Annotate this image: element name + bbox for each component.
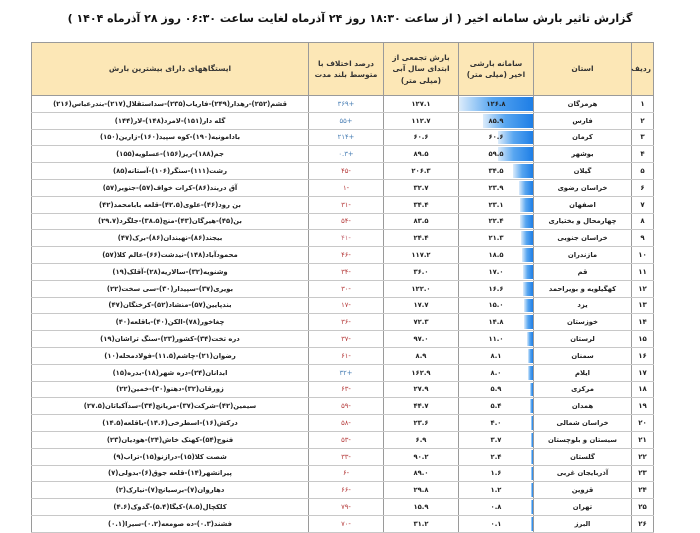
recent-rainfall-value: ۱۵.۰	[488, 301, 504, 310]
top-stations-list: فشند(۰.۳)-ده صومعه(۰.۲)-سیرا(۰.۱)	[32, 515, 309, 532]
percent-difference-value: -۳۰	[309, 280, 384, 297]
data-bar	[519, 181, 533, 195]
table-row	[32, 398, 654, 415]
data-bar	[531, 483, 533, 497]
cumulative-rainfall-value: ۷۲.۳	[384, 314, 459, 331]
cumulative-rainfall-value: ۳۴.۴	[384, 196, 459, 213]
recent-rainfall-cell	[459, 96, 534, 113]
percent-difference-value: -۶۱	[309, 347, 384, 364]
province-name: گیلان	[534, 163, 632, 180]
top-stations-list: درکش(۱۶)-اسطرخی(۱۴.۶)-باقلعه(۱۴.۵)	[32, 415, 309, 432]
recent-rainfall-cell	[459, 398, 534, 415]
recent-rainfall-value: ۱۱.۰	[488, 335, 504, 344]
recent-rainfall-value: ۲۱.۳	[488, 234, 504, 243]
cumulative-rainfall-value: ۱۲۷.۱	[384, 96, 459, 113]
province-name: بوشهر	[534, 146, 632, 163]
header-recent-rainfall: سامانه بارشی اخیر (میلی متر)	[459, 43, 534, 96]
cumulative-rainfall-value: ۱۱۷.۲	[384, 247, 459, 264]
table-row	[32, 247, 654, 264]
table-row	[32, 163, 654, 180]
percent-difference-value: -۳۴	[309, 263, 384, 280]
recent-rainfall-value: ۲۳.۹	[488, 183, 504, 192]
top-stations-list: بیجند(۸۶)-نهبندان(۸۶)-برک(۴۷)	[32, 230, 309, 247]
province-name: کرمان	[534, 129, 632, 146]
percent-difference-value: -۷۰	[309, 515, 384, 532]
recent-rainfall-value: ۲۳.۱	[488, 200, 504, 209]
row-number: ۲۶	[632, 515, 654, 532]
recent-rainfall-cell	[459, 381, 534, 398]
data-bar	[530, 399, 533, 413]
top-stations-list: بویری(۳۷)-سپیدار(۳۰)-سی سخت(۲۲)	[32, 280, 309, 297]
recent-rainfall-cell	[459, 129, 534, 146]
table-row	[32, 146, 654, 163]
data-bar	[520, 215, 533, 229]
province-name: البرز	[534, 515, 632, 532]
top-stations-list: فنوج(۵۴)-کهنک خاش(۲۴)-هودیان(۲۳)	[32, 431, 309, 448]
recent-rainfall-value: ۱۶.۶	[488, 284, 504, 293]
row-number: ۱۱	[632, 263, 654, 280]
table-row	[32, 381, 654, 398]
top-stations-list: کلکچال(۸.۵)-کیگا(۵.۴)-گدوک(۴.۶)	[32, 499, 309, 516]
recent-rainfall-cell	[459, 364, 534, 381]
recent-rainfall-cell	[459, 465, 534, 482]
top-stations-list: پیرانشهر(۱۴)-قلعه جوق(۶)-بدولی(۷)	[32, 465, 309, 482]
recent-rainfall-value: ۳۴.۵	[488, 167, 504, 176]
cumulative-rainfall-value: ۶۰.۶	[384, 129, 459, 146]
data-bar	[521, 231, 533, 245]
data-bar	[531, 450, 533, 464]
province-name: مازندران	[534, 247, 632, 264]
row-number: ۱۳	[632, 297, 654, 314]
percent-difference-value: +۲۱۴	[309, 129, 384, 146]
recent-rainfall-cell	[459, 230, 534, 247]
province-name: آذربایجان غربی	[534, 465, 632, 482]
province-name: سمنان	[534, 347, 632, 364]
recent-rainfall-cell	[459, 297, 534, 314]
table-row	[32, 196, 654, 213]
percent-difference-value: -۴۱	[309, 230, 384, 247]
recent-rainfall-value: ۸۵.۹	[488, 116, 504, 125]
province-name: خراسان شمالی	[534, 415, 632, 432]
recent-rainfall-cell	[459, 146, 534, 163]
data-bar	[523, 282, 533, 296]
province-name: یزد	[534, 297, 632, 314]
data-bar	[531, 416, 533, 430]
table-header-row	[32, 43, 654, 96]
province-name: گلستان	[534, 448, 632, 465]
percent-difference-value: -۶۶	[309, 482, 384, 499]
row-number: ۱۲	[632, 280, 654, 297]
province-name: قم	[534, 263, 632, 280]
cumulative-rainfall-value: ۲۴.۴	[384, 230, 459, 247]
recent-rainfall-cell	[459, 331, 534, 348]
report-title: گزارش تاثیر بارش سامانه اخیر ( از ساعت ۱۸:۳۰ روز ۲۴ آذرماه لغایت ساعت ۰۶:۳۰ روز ۲۸ آذرماه ۱۴۰۴ )	[67, 12, 633, 25]
recent-rainfall-value: ۱۲۶.۸	[486, 99, 506, 108]
recent-rainfall-value: ۱.۶	[490, 469, 502, 478]
row-number: ۸	[632, 213, 654, 230]
table-row	[32, 465, 654, 482]
percent-difference-value: -۵۳	[309, 431, 384, 448]
row-number: ۲۲	[632, 448, 654, 465]
row-number: ۱۴	[632, 314, 654, 331]
cumulative-rainfall-value: ۲۷.۹	[384, 381, 459, 398]
row-number: ۹	[632, 230, 654, 247]
recent-rainfall-cell	[459, 179, 534, 196]
data-bar	[531, 467, 533, 481]
data-bar	[528, 349, 533, 363]
province-name: لرستان	[534, 331, 632, 348]
top-stations-list: ابدانان(۲۴)-دره شهر(۱۸)-بدره(۱۵)	[32, 364, 309, 381]
row-number: ۱۶	[632, 347, 654, 364]
recent-rainfall-value: ۶۰.۶	[488, 133, 504, 142]
percent-difference-value: -۱۷	[309, 297, 384, 314]
top-stations-list: آق دربند(۸۶)-کرات خواف(۵۷)-جنوبر(۵۷)	[32, 179, 309, 196]
recent-rainfall-value: ۰.۱	[490, 519, 502, 528]
cumulative-rainfall-value: ۸۳.۵	[384, 213, 459, 230]
row-number: ۱۷	[632, 364, 654, 381]
percent-difference-value: -۶	[309, 465, 384, 482]
table-row	[32, 179, 654, 196]
table-row	[32, 297, 654, 314]
cumulative-rainfall-value: ۱۱۲.۷	[384, 112, 459, 129]
province-name: تهران	[534, 499, 632, 516]
top-stations-list: شصت کلا(۱۵)-درازنو(۱۵)-تراب(۹)	[32, 448, 309, 465]
percent-difference-value: +۵۵	[309, 112, 384, 129]
province-name: خوزستان	[534, 314, 632, 331]
row-number: ۶	[632, 179, 654, 196]
cumulative-rainfall-value: ۱۲۲.۰	[384, 280, 459, 297]
table-body	[32, 96, 654, 533]
row-number: ۴	[632, 146, 654, 163]
row-number: ۵	[632, 163, 654, 180]
percent-difference-value: +۳۲	[309, 364, 384, 381]
province-name: فارس	[534, 112, 632, 129]
recent-rainfall-value: ۵.۴	[490, 402, 502, 411]
top-stations-list: سیمین(۴۲)-شرکت(۳۷)-مریانج(۳۴)-سدآکباتان(۲۷.۵)	[32, 398, 309, 415]
province-name: ایلام	[534, 364, 632, 381]
recent-rainfall-value: ۲.۴	[490, 452, 502, 461]
cumulative-rainfall-value: ۲۰۶.۳	[384, 163, 459, 180]
cumulative-rainfall-value: ۸.۹	[384, 347, 459, 364]
table-row	[32, 448, 654, 465]
percent-difference-value: -۳۳	[309, 448, 384, 465]
recent-rainfall-value: ۲۲.۴	[488, 217, 504, 226]
row-number: ۱۸	[632, 381, 654, 398]
recent-rainfall-cell	[459, 499, 534, 516]
recent-rainfall-value: ۳.۷	[490, 435, 502, 444]
percent-difference-value: -۳۷	[309, 331, 384, 348]
province-name: اصفهان	[534, 196, 632, 213]
row-number: ۲	[632, 112, 654, 129]
top-stations-list: بندپایین(۵۷)-منشاد(۵۲)-کرخنگان(۴۷)	[32, 297, 309, 314]
cumulative-rainfall-value: ۸۹.۰	[384, 465, 459, 482]
top-stations-list: جم(۱۸۸)-ریز(۱۵۶)-عسلویه(۱۵۵)	[32, 146, 309, 163]
header-percent-difference: درصد اختلاف با متوسط بلند مدت	[309, 43, 384, 96]
cumulative-rainfall-value: ۱۶۲.۹	[384, 364, 459, 381]
table-row	[32, 129, 654, 146]
table-row	[32, 263, 654, 280]
table-row	[32, 112, 654, 129]
recent-rainfall-cell	[459, 347, 534, 364]
percent-difference-value: -۵۹	[309, 398, 384, 415]
recent-rainfall-cell	[459, 163, 534, 180]
top-stations-list: بن رود(۴۶)-علوی(۴۲.۵)-قلعه بابامحمد(۴۲)	[32, 196, 309, 213]
percent-difference-value: -۴۵	[309, 163, 384, 180]
data-bar	[520, 198, 533, 212]
recent-rainfall-cell	[459, 448, 534, 465]
header-province: استان	[534, 43, 632, 96]
table-row	[32, 364, 654, 381]
percent-difference-value: -۳۱	[309, 196, 384, 213]
data-bar	[531, 433, 533, 447]
province-name: هرمزگان	[534, 96, 632, 113]
row-number: ۲۰	[632, 415, 654, 432]
cumulative-rainfall-value: ۶.۹	[384, 431, 459, 448]
recent-rainfall-cell	[459, 280, 534, 297]
recent-rainfall-value: ۴.۰	[490, 419, 502, 428]
province-name: سیستان و بلوچستان	[534, 431, 632, 448]
recent-rainfall-cell	[459, 314, 534, 331]
percent-difference-value: +۰.۳	[309, 146, 384, 163]
percent-difference-value: -۶۳	[309, 381, 384, 398]
rainfall-table-container	[31, 42, 653, 533]
percent-difference-value: -۳۶	[309, 314, 384, 331]
province-name: چهارمحال و بختیاری	[534, 213, 632, 230]
table-row	[32, 482, 654, 499]
cumulative-rainfall-value: ۳۱.۲	[384, 515, 459, 532]
row-number: ۱۰	[632, 247, 654, 264]
province-name: همدان	[534, 398, 632, 415]
recent-rainfall-value: ۱۴.۸	[488, 318, 504, 327]
top-stations-list: دره تخت(۳۴)-کشور(۲۳)-سنگ تراشان(۱۹)	[32, 331, 309, 348]
data-bar	[522, 248, 533, 262]
table-row	[32, 415, 654, 432]
percent-difference-value: +۳۶۹	[309, 96, 384, 113]
recent-rainfall-cell	[459, 247, 534, 264]
recent-rainfall-cell	[459, 515, 534, 532]
percent-difference-value: -۵۸	[309, 415, 384, 432]
row-number: ۱۵	[632, 331, 654, 348]
table-row	[32, 331, 654, 348]
row-number: ۱۹	[632, 398, 654, 415]
recent-rainfall-value: ۱.۲	[490, 486, 502, 495]
province-name: مرکزی	[534, 381, 632, 398]
recent-rainfall-cell	[459, 263, 534, 280]
table-row	[32, 431, 654, 448]
recent-rainfall-cell	[459, 112, 534, 129]
top-stations-list: قشم(۲۵۲)-رهدار(۲۴۹)-فاریاب(۲۳۵)-سداستقلال(۲۱۷)-بندرعباس(۲۱۶)	[32, 96, 309, 113]
row-number: ۳	[632, 129, 654, 146]
row-number: ۲۱	[632, 431, 654, 448]
percent-difference-value: -۷۹	[309, 499, 384, 516]
recent-rainfall-cell	[459, 415, 534, 432]
province-name: خراسان جنوبی	[534, 230, 632, 247]
cumulative-rainfall-value: ۲۳.۶	[384, 415, 459, 432]
row-number: ۲۳	[632, 465, 654, 482]
rainfall-table	[31, 42, 654, 533]
cumulative-rainfall-value: ۳۶.۰	[384, 263, 459, 280]
data-bar	[530, 383, 533, 397]
data-bar	[524, 299, 533, 313]
recent-rainfall-value: ۸.۰	[490, 368, 502, 377]
province-name: قزوین	[534, 482, 632, 499]
cumulative-rainfall-value: ۱۵.۹	[384, 499, 459, 516]
cumulative-rainfall-value: ۹۰.۲	[384, 448, 459, 465]
recent-rainfall-cell	[459, 196, 534, 213]
top-stations-list: دهاروان(۷)-برسیانج(۷)-نیارک(۲)	[32, 482, 309, 499]
top-stations-list: بن(۴۵)-هیرگان(۴۳)-منج(۳۸.۵)-جلگرد(۲۹.۷)	[32, 213, 309, 230]
data-bar	[527, 332, 533, 346]
top-stations-list: زورقان(۳۲)-دهنو(۳۰)-خمین(۲۲)	[32, 381, 309, 398]
recent-rainfall-value: ۵.۹	[490, 385, 502, 394]
percent-difference-value: -۴۶	[309, 247, 384, 264]
top-stations-list: محمودآباد(۱۴۸)-نیدشت(۶۶)-عالم کلا(۵۷)	[32, 247, 309, 264]
province-name: کهگیلویه و بویراحمد	[534, 280, 632, 297]
data-bar	[528, 366, 533, 380]
recent-rainfall-cell	[459, 482, 534, 499]
table-row	[32, 314, 654, 331]
table-row	[32, 347, 654, 364]
data-bar	[531, 517, 533, 531]
header-cumulative-rainfall: بارش تجمعی از ابتدای سال آبی (میلی متر)	[384, 43, 459, 96]
table-row	[32, 96, 654, 113]
table-row	[32, 213, 654, 230]
percent-difference-value: -۱	[309, 179, 384, 196]
table-row	[32, 280, 654, 297]
top-stations-list: بادامونیه(۱۹۰)-کوه سپید(۱۶۰)-زارین(۱۵۰)	[32, 129, 309, 146]
recent-rainfall-value: ۵۹.۵	[488, 150, 504, 159]
data-bar	[531, 500, 533, 514]
data-bar	[513, 164, 533, 178]
header-top-stations: ایستگاههای دارای بیشترین بارش	[32, 43, 309, 96]
top-stations-list: گله دار(۱۵۱)-لامرد(۱۴۸)-لار(۱۴۴)	[32, 112, 309, 129]
recent-rainfall-value: ۱۸.۵	[488, 251, 504, 260]
percent-difference-value: -۵۴	[309, 213, 384, 230]
cumulative-rainfall-value: ۳۲.۷	[384, 179, 459, 196]
table-row	[32, 499, 654, 516]
row-number: ۲۵	[632, 499, 654, 516]
top-stations-list: رشت(۱۱۱)-سنگر(۱۰۶)-آستانه(۸۵)	[32, 163, 309, 180]
row-number: ۲۴	[632, 482, 654, 499]
cumulative-rainfall-value: ۸۹.۵	[384, 146, 459, 163]
data-bar	[524, 315, 533, 329]
recent-rainfall-value: ۸.۱	[490, 351, 502, 360]
province-name: خراسان رضوی	[534, 179, 632, 196]
cumulative-rainfall-value: ۴۴.۷	[384, 398, 459, 415]
top-stations-list: رضوان(۲۱)-چاشم(۱۱.۵)-فولادمحله(۱۰)	[32, 347, 309, 364]
recent-rainfall-value: ۱۷.۰	[488, 267, 504, 276]
top-stations-list: چغاخور(۷۸)-الکن(۴۰)-باقلعه(۴۰)	[32, 314, 309, 331]
cumulative-rainfall-value: ۱۷.۷	[384, 297, 459, 314]
recent-rainfall-value: ۰.۸	[490, 503, 502, 512]
row-number: ۷	[632, 196, 654, 213]
table-row	[32, 230, 654, 247]
table-row	[32, 515, 654, 532]
recent-rainfall-cell	[459, 431, 534, 448]
data-bar	[523, 265, 533, 279]
top-stations-list: وشنویه(۳۲)-سالاریه(۲۸)-آقلک(۱۹)	[32, 263, 309, 280]
cumulative-rainfall-value: ۲۹.۸	[384, 482, 459, 499]
header-row-number: ردیف	[632, 43, 654, 96]
recent-rainfall-cell	[459, 213, 534, 230]
row-number: ۱	[632, 96, 654, 113]
cumulative-rainfall-value: ۹۷.۰	[384, 331, 459, 348]
